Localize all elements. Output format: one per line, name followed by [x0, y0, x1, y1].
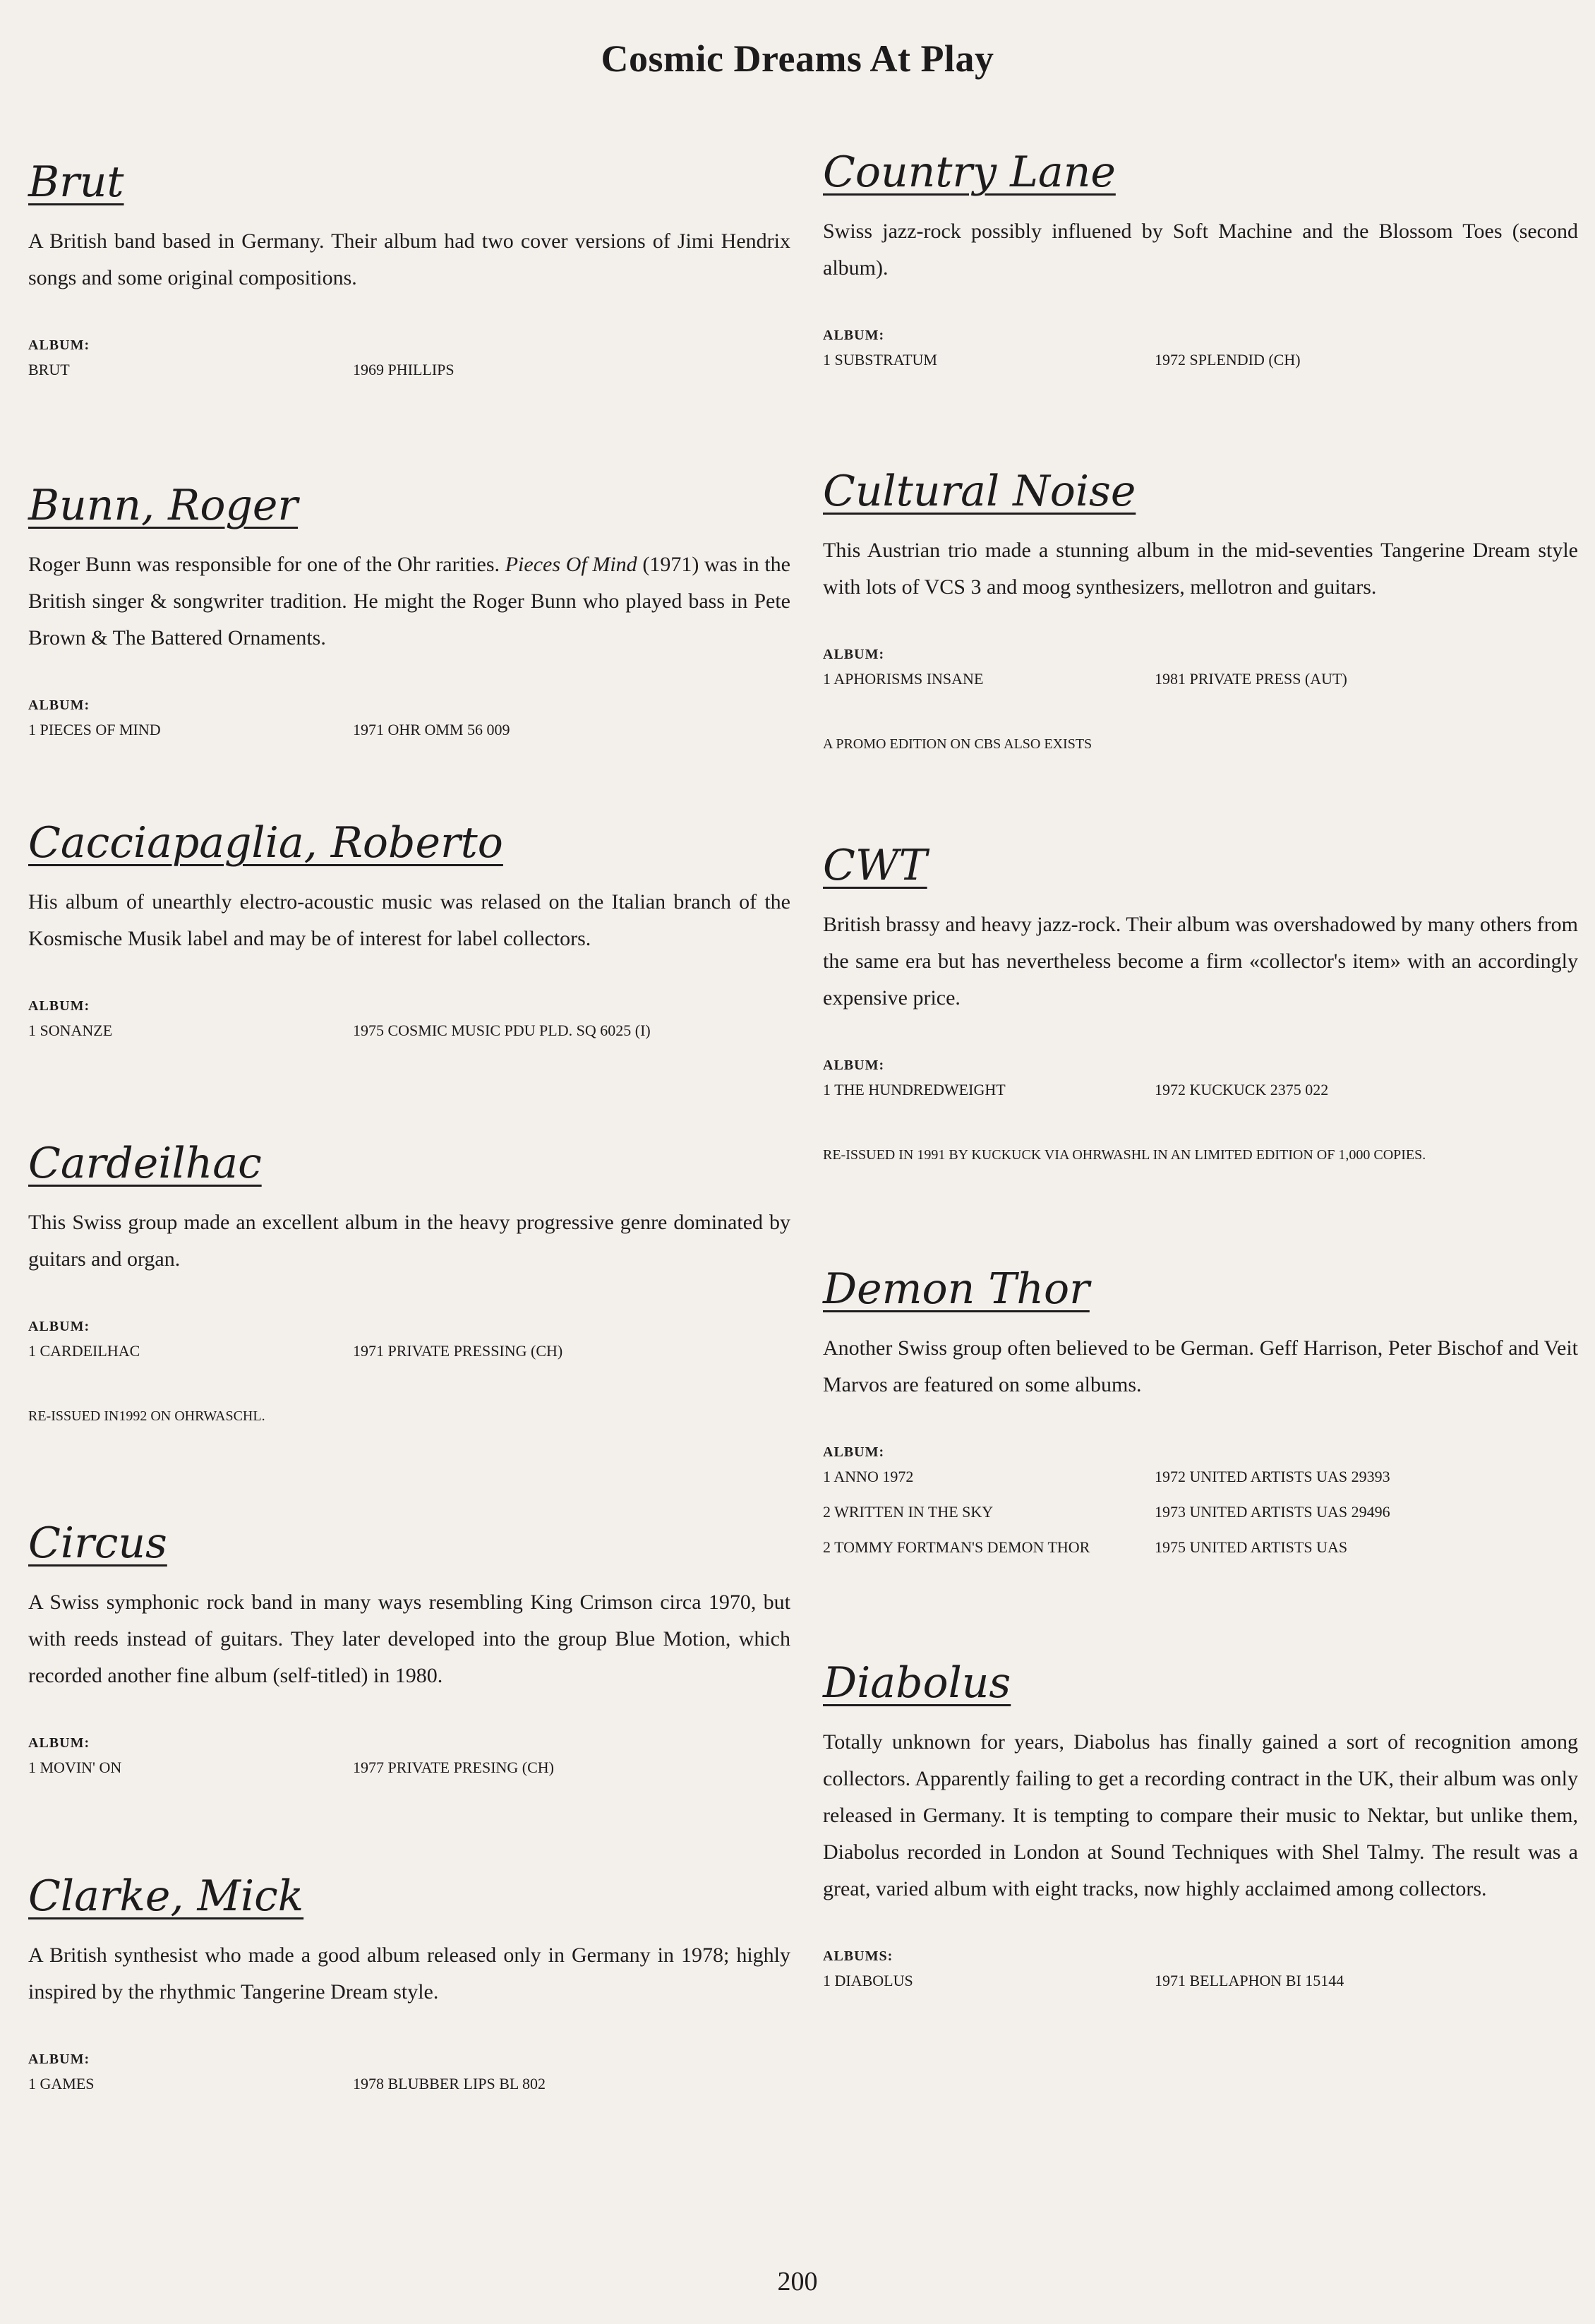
album-title: 1 THE HUNDREDWEIGHT — [823, 1081, 1006, 1098]
album-release: 1971 OHR OMM 56 009 — [353, 721, 510, 738]
album-heading: ALBUM: — [28, 1319, 90, 1334]
album-row — [28, 1759, 790, 1794]
album-heading: ALBUM: — [823, 1058, 885, 1073]
album-title: BRUT — [28, 361, 70, 378]
album-release: 1972 SPLENDID (CH) — [1155, 351, 1301, 369]
album-title: 1 GAMES — [28, 2075, 95, 2092]
entry-description: Another Swiss group often believed to be German. Geff Harrison, Peter Bischof and Veit Marvos are featured on some albums. — [823, 1336, 1578, 1396]
album-heading: ALBUM: — [28, 697, 90, 713]
album-release: 1971 BELLAPHON BI 15144 — [1155, 1972, 1344, 1989]
album-heading: ALBUM: — [28, 998, 90, 1014]
entry-name: Brut — [28, 157, 124, 207]
entry-description: A Swiss symphonic rock band in many ways resembling King Crimson circa 1970, but with reeds instead of guitars. They later developed into the group Blue Motion, which recorded another fine album (self-titled) in 1980. — [28, 1591, 790, 1687]
album-row — [28, 361, 790, 396]
album-row — [28, 1342, 790, 1377]
album-release: 1975 COSMIC MUSIC PDU PLD. SQ 6025 (I) — [353, 1022, 651, 1039]
description-text: (1971) was in the British singer & songwriter tradition. He might the Roger Bunn who played bass in Pete Brown & The Battered Ornaments. — [28, 553, 790, 649]
album-release: 1973 UNITED ARTISTS UAS 29496 — [1155, 1503, 1390, 1521]
album-release: 1978 BLUBBER LIPS BL 802 — [353, 2075, 546, 2092]
entry-cacciapaglia-roberto — [28, 817, 790, 1057]
album-title: 1 MOVIN' ON — [28, 1759, 122, 1776]
entry-description: A British synthesist who made a good album released only in Germany in 1978; highly inspired by the rhythmic Tangerine Dream style. — [28, 1943, 790, 2003]
page-title: Cosmic Dreams At Play — [601, 37, 994, 80]
album-row — [823, 1972, 1578, 2007]
entry-name: Cultural Noise — [823, 467, 1136, 516]
album-release: 1975 UNITED ARTISTS UAS — [1155, 1538, 1348, 1556]
album-release: 1972 UNITED ARTISTS UAS 29393 — [1155, 1468, 1390, 1485]
entry-description: This Austrian trio made a stunning album in the mid-seventies Tangerine Dream style with lots of VCS 3 and moog synthesizers, mellotron and guitars. — [823, 539, 1578, 599]
entry-cwt — [823, 840, 1578, 1163]
entry-diabolus — [823, 1658, 1578, 2007]
entry-name: CWT — [823, 841, 927, 890]
album-title: 1 SONANZE — [28, 1022, 113, 1039]
promo-note: A PROMO EDITION ON CBS ALSO EXISTS — [823, 736, 1093, 752]
album-title: 2 WRITTEN IN THE SKY — [823, 1503, 994, 1521]
album-row — [28, 1022, 790, 1057]
album-release: 1981 PRIVATE PRESS (AUT) — [1155, 670, 1347, 688]
album-heading: ALBUM: — [28, 337, 90, 353]
album-release: 1971 PRIVATE PRESSING (CH) — [353, 1342, 563, 1360]
entry-description: Totally unknown for years, Diabolus has finally gained a sort of recognition among collectors. Apparently failing to get a recording contract in the UK, their album was only released in Germany. It is tempting to compare their music to Nektar, but unlike them, Diabolus recorded in London at Sound Techniques with Shel Talmy. The result was a great, varied album with eight tracks, now highly acclaimed among collectors. — [823, 1730, 1578, 1900]
album-row — [823, 1081, 1578, 1116]
album-row — [823, 351, 1578, 386]
entry-description: His album of unearthly electro-acoustic music was relased on the Italian branch of the Kosmische Musik label and may be of interest for label collectors. — [28, 890, 790, 950]
album-title: 1 APHORISMS INSANE — [823, 670, 984, 688]
entry-demon-thor — [823, 1264, 1578, 1574]
album-row — [28, 721, 790, 756]
album-heading: ALBUM: — [823, 328, 885, 343]
entry-brut — [28, 157, 790, 396]
entry-description: This Swiss group made an excellent album in the heavy progressive genre dominated by guitars and organ. — [28, 1211, 790, 1271]
album-heading: ALBUM: — [823, 647, 885, 662]
album-title: 1 PIECES OF MIND — [28, 721, 161, 738]
album-heading: ALBUMS: — [823, 1948, 893, 1964]
album-heading: ALBUM: — [28, 1735, 90, 1751]
reissue-note: RE-ISSUED IN1992 ON OHRWASCHL. — [28, 1408, 265, 1424]
reissue-note: RE-ISSUED IN 1991 BY KUCKUCK VIA OHRWASHL IN AN LIMITED EDITION OF 1,000 COPIES. — [823, 1147, 1426, 1163]
album-row — [823, 1468, 1578, 1503]
page-number: 200 — [777, 2267, 818, 2296]
entry-cultural-noise — [823, 466, 1578, 753]
album-title-italic: Pieces Of Mind — [505, 553, 637, 576]
entry-name: Bunn, Roger — [28, 481, 299, 530]
entry-cardeilhac — [28, 1138, 790, 1425]
entry-name: Clarke, Mick — [28, 1871, 304, 1921]
album-release: 1977 PRIVATE PRESING (CH) — [353, 1759, 555, 1776]
entry-name: Cacciapaglia, Roberto — [28, 818, 503, 868]
entry-name: Diabolus — [823, 1658, 1011, 1708]
album-release: 1972 KUCKUCK 2375 022 — [1155, 1081, 1329, 1098]
entry-clarke-mick — [28, 1871, 790, 2110]
album-row — [823, 670, 1578, 705]
entry-description — [28, 546, 790, 657]
entry-name: Circus — [28, 1519, 167, 1568]
album-release: 1969 PHILLIPS — [353, 361, 455, 378]
album-title: 1 DIABOLUS — [823, 1972, 913, 1989]
album-title: 1 SUBSTRATUM — [823, 351, 937, 369]
album-title: 2 TOMMY FORTMAN'S DEMON THOR — [823, 1538, 1090, 1556]
entry-description: A British band based in Germany. Their album had two cover versions of Jimi Hendrix songs and some original compositions. — [28, 229, 790, 289]
album-row — [28, 2075, 790, 2110]
entry-name: Demon Thor — [823, 1264, 1090, 1314]
entry-description: Swiss jazz-rock possibly influened by Soft Machine and the Blossom Toes (second album). — [823, 220, 1578, 280]
entry-name: Country Lane — [823, 148, 1116, 197]
entry-country-lane — [823, 147, 1578, 386]
entry-bunn-roger — [28, 480, 790, 756]
album-title: 1 CARDEILHAC — [28, 1342, 140, 1360]
album-heading: ALBUM: — [823, 1444, 885, 1460]
album-heading: ALBUM: — [28, 2052, 90, 2067]
description-text: Roger Bunn was responsible for one of the Ohr rarities. — [28, 553, 505, 576]
entry-name: Cardeilhac — [28, 1139, 262, 1188]
album-row — [823, 1503, 1578, 1538]
album-title: 1 ANNO 1972 — [823, 1468, 914, 1485]
album-row — [823, 1538, 1578, 1574]
entry-description: British brassy and heavy jazz-rock. Their album was overshadowed by many others from the same era but has nevertheless become a firm «collector's item» with an accordingly expensive price. — [823, 913, 1578, 1010]
entry-circus — [28, 1518, 790, 1794]
